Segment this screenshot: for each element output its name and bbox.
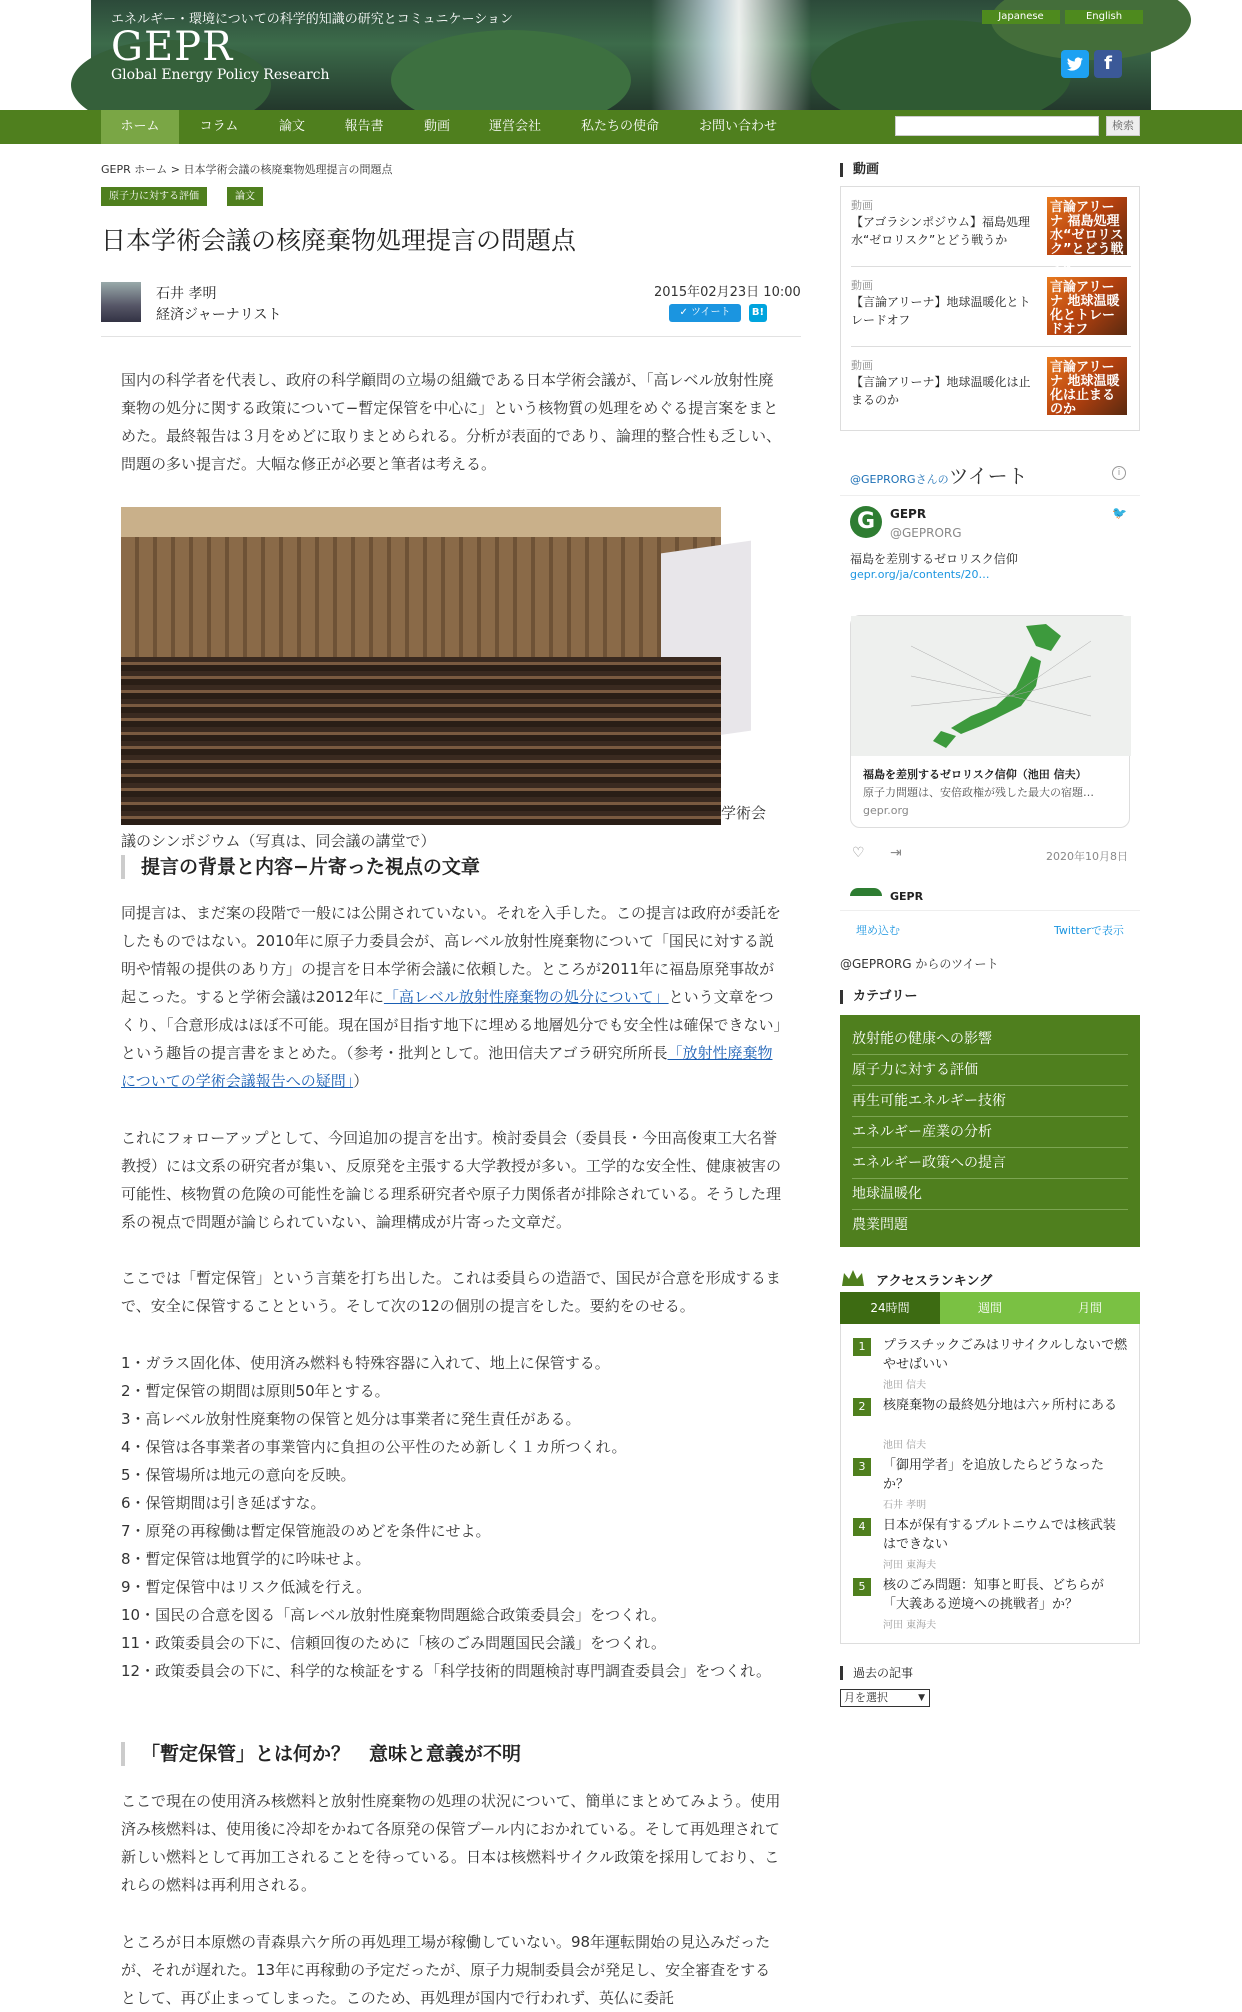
ranking-title[interactable]: 核廃棄物の最終処分地は六ヶ所村にある bbox=[883, 1398, 1118, 1413]
paragraph-text: ） bbox=[353, 1072, 369, 1090]
category-item[interactable]: 地球温暖化 bbox=[852, 1179, 1128, 1210]
tweet-card-url: gepr.org bbox=[863, 804, 909, 817]
list-item: 9・暫定保管中はリスク低減を行え。 bbox=[121, 1578, 372, 1596]
gepr-avatar-icon[interactable]: G bbox=[850, 506, 882, 538]
tweet-button[interactable] bbox=[669, 304, 741, 322]
section-heading-background: 提言の背景と内容−片寄った視点の文章 bbox=[121, 855, 480, 879]
photo-caption-end: 議のシンポジウム（写真は、同会議の講堂で） bbox=[121, 832, 436, 850]
archive-select-value: 月を選択 bbox=[844, 1691, 888, 1704]
article-paragraph-2: これにフォローアップとして、今回追加の提言を出す。検討委員会（委員長・今田高俊東工大名誉教授）には文系の研究者が集い、反原発を主張する大学教授が多い。工学的な安全性、健康被害の可能性、核物質の危険の可能性を論じる理系研究者や原子力関係者が排除されている。そうした理系の視点で問題が論じられていない、論理構成が片寄った文章だ。 bbox=[121, 1129, 782, 1231]
list-item: 1・ガラス固化体、使用済み燃料も特殊容器に入れて、地上に保管する。 bbox=[121, 1354, 610, 1372]
tweet-text: 福島を差別するゼロリスク信仰 bbox=[850, 552, 1018, 566]
ranking-author: 池田 信夫 bbox=[883, 1440, 927, 1451]
info-icon[interactable]: i bbox=[1112, 466, 1126, 480]
ranking-number: 3 bbox=[853, 1458, 871, 1476]
list-item: 8・暫定保管は地質学的に吟味せよ。 bbox=[121, 1550, 371, 1568]
article-intro: 国内の科学者を代表し、政府の科学顧問の立場の組織である日本学術会議が、「高レベル放射性廃棄物の処分に関する政策について−暫定保管を中心に」という核物質の処理をめぐる提言案をまとめた。最終報告は３月をめどに取りまとめられる。分析が表面的であり、論理的整合性も乏しい、問題の多い提言だ。大幅な修正が必要と筆者は考える。 bbox=[121, 371, 782, 473]
category-item[interactable]: エネルギー産業の分析 bbox=[852, 1117, 1128, 1148]
category-item[interactable]: 原子力に対する評価 bbox=[852, 1055, 1128, 1086]
article-paragraph-1 bbox=[121, 899, 785, 1095]
header-waterfall bbox=[651, 0, 811, 110]
breadcrumb[interactable]: GEPR ホーム > 日本学術会議の核廃棄物処理提言の問題点 bbox=[101, 163, 393, 176]
ranking-author: 石井 孝明 bbox=[883, 1500, 927, 1511]
ranking-author: 河田 東海夫 bbox=[883, 1560, 937, 1571]
sidebar-category-heading: カテゴリー bbox=[840, 990, 917, 1004]
nav-home[interactable]: ホーム bbox=[101, 110, 179, 144]
ranking-heading: アクセスランキング bbox=[876, 1274, 993, 1289]
photo-audience bbox=[121, 657, 721, 825]
tab-monthly[interactable]: 月間 bbox=[1077, 1301, 1102, 1315]
link-ikeda-doubt[interactable]: 「放射性廃棄物についての学術会議報告への疑問」 bbox=[121, 1044, 773, 1090]
ranking-number: 5 bbox=[853, 1578, 871, 1596]
divider bbox=[840, 910, 1140, 911]
nav-reports[interactable]: 報告書 bbox=[344, 119, 384, 134]
ranking-title[interactable]: 「御用学者」を追放したらどうなったか？ bbox=[883, 1458, 1105, 1492]
ranking-author: 池田 信夫 bbox=[883, 1380, 927, 1391]
video-item[interactable] bbox=[851, 267, 1131, 347]
list-item: 3・高レベル放射性廃棄物の保管と処分は事業者に発生責任がある。 bbox=[121, 1410, 581, 1428]
tag-papers[interactable]: 論文 bbox=[227, 187, 263, 206]
list-item: 5・保管場所は地元の意向を反映。 bbox=[121, 1466, 356, 1484]
twitter-heading-title: ツイート bbox=[948, 464, 1028, 488]
sidebar-video-heading: 動画 bbox=[840, 163, 879, 177]
nav-papers[interactable]: 論文 bbox=[278, 119, 305, 134]
view-on-twitter-link[interactable]: Twitterで表示 bbox=[1054, 924, 1124, 937]
tweets-from-link[interactable]: @GEPRORG からのツイート bbox=[840, 957, 999, 971]
video-list bbox=[840, 186, 1140, 431]
article-paragraph-3: ここでは「暫定保管」という言葉を打ち出した。これは委員らの造語で、国民が合意を形成するまで、安全に保管することという。そして次の12の個別の提言をした。要約をのせる。 bbox=[121, 1269, 781, 1315]
video-thumbnail[interactable]: 言論アリーナ 福島処理水“ゼロリスク”とどう戦うか bbox=[1047, 197, 1127, 255]
article-paragraph-4: ここで現在の使用済み核燃料と放射性廃棄物の処理の状況について、簡単にまとめてみよう。使用済み核燃料は、使用後に冷却をかねて各原発の保管プール内におかれている。そして再処理されて新しい燃料として再加工されることを待っている。日本は核燃料サイクル政策を採用しており、これらの燃料は再利用される。 bbox=[121, 1792, 781, 1894]
symposium-photo bbox=[121, 507, 721, 825]
site-logo-subtitle: Global Energy Policy Research bbox=[111, 67, 330, 83]
video-category: 動画 bbox=[851, 199, 873, 212]
gepr-avatar-icon bbox=[850, 888, 882, 896]
tweet-button-label: ツイート bbox=[691, 307, 731, 318]
nav-mission[interactable]: 私たちの使命 bbox=[580, 119, 659, 134]
page-title: 日本学術会議の核廃棄物処理提言の問題点 bbox=[101, 226, 577, 255]
twitter-icon[interactable] bbox=[1061, 50, 1089, 78]
video-category: 動画 bbox=[851, 359, 873, 372]
section-heading-interim-storage: 「暫定保管」とは何か？ 意味と意義が不明 bbox=[121, 1742, 521, 1766]
facebook-icon[interactable]: f bbox=[1094, 50, 1122, 78]
lang-english-link[interactable]: English bbox=[1065, 10, 1143, 24]
ranking-number: 4 bbox=[853, 1518, 871, 1536]
ranking-title[interactable]: 核のごみ問題：知事と町長、どちらが「大義ある逆境への挑戦者」か？ bbox=[883, 1578, 1105, 1612]
tweet-date[interactable]: 2020年10月8日 bbox=[1046, 850, 1128, 863]
site-logo[interactable]: GEPR bbox=[111, 24, 234, 70]
video-item[interactable] bbox=[851, 347, 1131, 427]
paragraph-text: という文章をつくり、「合意形成はほぼ不可能。現在国が目指す地下に埋める地層処分でも安全性は確保できない」という趣旨の提言書をまとめた。（参考・批判として。池田信夫アゴラ研究所所長 bbox=[121, 988, 782, 1062]
crown-icon bbox=[840, 1268, 866, 1288]
list-item: 10・国民の合意を図る「高レベル放射性廃棄物問題総合政策委員会」をつくれ。 bbox=[121, 1606, 666, 1624]
category-item[interactable]: 放射能の健康への影響 bbox=[852, 1024, 1128, 1055]
list-item: 7・原発の再稼働は暫定保管施設のめどを条件にせよ。 bbox=[121, 1522, 491, 1540]
photo-ceiling bbox=[121, 507, 721, 537]
share-icon[interactable]: ⇥ bbox=[890, 845, 902, 861]
video-title[interactable]: 【アゴラシンポジウム】福島処理水“ゼロリスク”とどう戦うか bbox=[851, 215, 1030, 247]
ranking-title[interactable]: プラスチックごみはリサイクルしないで燃やせばいい bbox=[883, 1338, 1128, 1372]
tweet-link[interactable]: gepr.org/ja/contents/20… bbox=[850, 568, 990, 581]
video-item[interactable] bbox=[851, 187, 1131, 271]
ranking-list bbox=[840, 1324, 1140, 1644]
tab-weekly[interactable]: 週間 bbox=[977, 1301, 1002, 1315]
photo-caption-start: 学術会 bbox=[721, 804, 767, 822]
twitter-heading-prefix: @GEPRORGさんの bbox=[850, 473, 949, 486]
heart-icon[interactable]: ♡ bbox=[852, 845, 865, 861]
ranking-number: 1 bbox=[853, 1338, 871, 1356]
twitter-small-icon: ✓ bbox=[679, 307, 692, 318]
search-input[interactable] bbox=[895, 116, 1099, 136]
lang-japanese-link[interactable]: Japanese bbox=[982, 10, 1060, 24]
tweet-card-map-image bbox=[851, 616, 1131, 756]
video-title[interactable]: 【言論アリーナ】地球温暖化は止まるのか bbox=[851, 375, 1031, 407]
list-item: 4・保管は各事業者の事業管内に負担の公平性のため新しく１カ所つくれ。 bbox=[121, 1438, 627, 1456]
nav-contact[interactable]: お問い合わせ bbox=[698, 119, 777, 134]
link-hlw-disposal[interactable]: 「高レベル放射性廃棄物の処分について」 bbox=[383, 988, 669, 1006]
ranking-tabs bbox=[840, 1292, 1140, 1324]
category-item[interactable]: 農業問題 bbox=[852, 1217, 908, 1233]
archive-heading: 過去の記事 bbox=[840, 1666, 913, 1680]
publish-date: 2015年02月23日 10:00 bbox=[654, 285, 801, 300]
tweet-author-name[interactable]: GEPR bbox=[890, 890, 924, 903]
author-name[interactable]: 石井 孝明 bbox=[156, 286, 217, 302]
site-tagline: エネルギー・環境についての科学的知識の研究とコミュニケーション bbox=[111, 12, 513, 27]
chevron-down-icon: ▼ bbox=[918, 1693, 925, 1703]
twitter-bird-icon bbox=[1061, 50, 1089, 78]
ranking-author: 河田 東海夫 bbox=[883, 1620, 937, 1631]
list-item: 6・保管期間は引き延ばすな。 bbox=[121, 1494, 326, 1512]
video-thumbnail[interactable]: 言論アリーナ 地球温暖化とトレードオフ bbox=[1047, 277, 1127, 335]
embed-link[interactable]: 埋め込む bbox=[856, 924, 900, 937]
ranking-number: 2 bbox=[853, 1398, 871, 1416]
search-button[interactable]: 検索 bbox=[1106, 116, 1140, 136]
video-title[interactable]: 【言論アリーナ】地球温暖化とトレードオフ bbox=[851, 295, 1031, 327]
article-paragraph-5: ところが日本原燃の青森県六ケ所の再処理工場が稼働していない。98年運転開始の見込みだったが、それが遅れた。13年に再稼動の予定だったが、原子力規制委員会が発足し、安全審査をするとして、再び止まってしまった。このため、再処理が国内で行われず、英仏に委託 bbox=[121, 1933, 771, 2007]
tweet-link-card[interactable] bbox=[850, 615, 1130, 828]
tweet-card-title: 福島を差別するゼロリスク信仰（池田 信夫） bbox=[863, 768, 1087, 781]
paragraph-text: 同提言は、まだ案の段階で一般には公開されていない。それを入手した。この提言は政府が委託をしたものではない。2010年に原子力委員会が、高レベル放射性廃棄物について「国民に対する説明や情報の提供のあり方」の提言を日本学術会議に依頼した。ところが2011年に福島原発事故が起こった。すると学術会議は2012年に bbox=[121, 904, 782, 1006]
archive-month-select[interactable] bbox=[840, 1689, 930, 1707]
category-list bbox=[840, 1015, 1140, 1247]
list-item: 2・暫定保管の期間は原則50年とする。 bbox=[121, 1382, 390, 1400]
japan-map-icon bbox=[851, 616, 1131, 756]
author-role: 経済ジャーナリスト bbox=[156, 307, 282, 323]
tweet-author-handle[interactable]: @GEPRORG bbox=[890, 526, 962, 540]
ranking-title[interactable]: 日本が保有するプルトニウムでは核武装はできない bbox=[883, 1518, 1116, 1552]
twitter-timeline-heading[interactable] bbox=[850, 460, 1028, 489]
category-item[interactable]: 再生可能エネルギー技術 bbox=[852, 1086, 1128, 1117]
author-avatar bbox=[101, 282, 141, 322]
tweet-author-name[interactable]: GEPR bbox=[890, 507, 927, 521]
list-item: 12・政策委員会の下に、科学的な検証をする「科学技術的問題検討専門調査委員会」をつくれ。 bbox=[121, 1662, 771, 1680]
divider bbox=[101, 336, 801, 337]
category-item[interactable]: エネルギー政策への提言 bbox=[852, 1148, 1128, 1179]
site-header bbox=[91, 0, 1151, 110]
tweet-card-description: 原子力問題は、安倍政権が残した最大の宿題… bbox=[863, 786, 1094, 799]
twitter-bird-icon: 🐦 bbox=[1112, 506, 1127, 520]
tag-nuclear-evaluation[interactable]: 原子力に対する評価 bbox=[101, 187, 207, 206]
tab-24h[interactable]: 24時間 bbox=[840, 1292, 940, 1324]
nav-company[interactable]: 運営会社 bbox=[488, 119, 541, 134]
list-item: 11・政策委員会の下に、信頼回復のために「核のごみ問題国民会議」をつくれ。 bbox=[121, 1634, 666, 1652]
video-thumbnail[interactable]: 言論アリーナ 地球温暖化は止まるのか bbox=[1047, 357, 1127, 415]
nav-column[interactable]: コラム bbox=[199, 119, 239, 134]
video-category: 動画 bbox=[851, 279, 873, 292]
hatena-bookmark-button[interactable]: B! bbox=[749, 304, 767, 322]
nav-videos[interactable]: 動画 bbox=[423, 119, 450, 134]
